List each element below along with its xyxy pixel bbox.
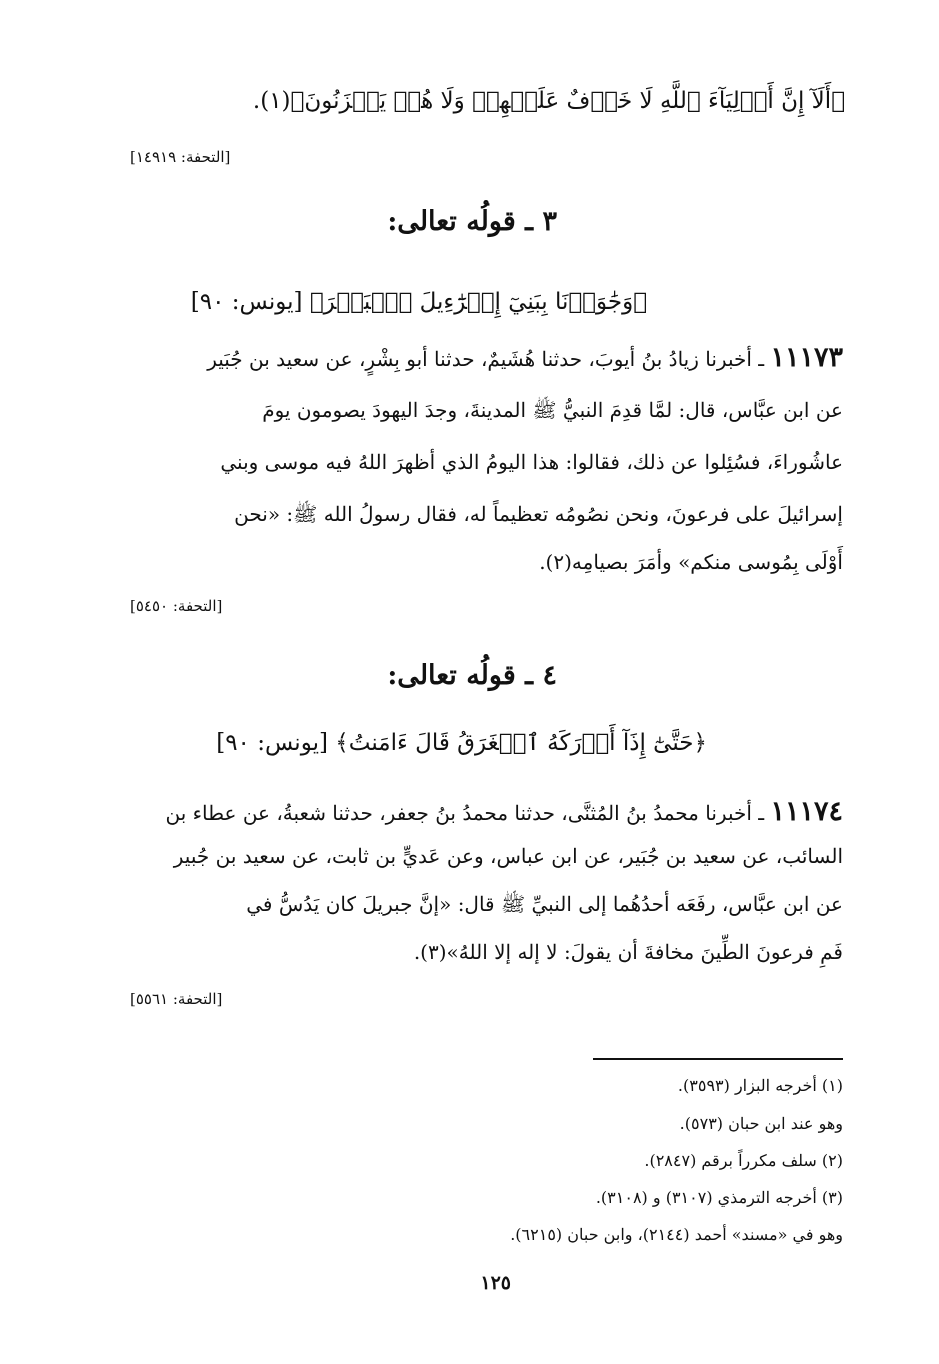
hadith-11174-line-2: السائب، عن سعيد بن جُبَير، عن ابن عباس، وعن عَديٍّ بن ثابت، عن سعيد بن جُبير	[173, 844, 843, 868]
hadith-11174	[130, 798, 843, 978]
section-4-heading: ٤ ـ قولُه تعالى:	[387, 660, 557, 691]
hadith-number: ١١١٧٣	[770, 342, 843, 373]
hadith-number: ١١١٧٤	[770, 796, 843, 827]
page-number: ١٢٥	[480, 1272, 511, 1294]
tuhfa-reference-3: [التحفة: ٥٥٦١]	[130, 990, 223, 1008]
hadith-11173-line-5: أَوْلَى بِمُوسى منكم» وأمَرَ بصيامِه(٢).	[539, 550, 843, 574]
section-4-verse: ﴿حَتَّىٰٓ إِذَآ أَدۡرَكَهُ ٱلۡغَرَقُ قَالَ ءَامَنتُ﴾ [يونس: ٩٠]	[216, 730, 707, 756]
hadith-11174-line-4: فَمِ فرعونَ الطِّينَ مخافةَ أن يقولَ: لا إله إلا اللهُ»(٣).	[413, 940, 843, 964]
hadith-11173-line-3: عاشُوراءَ، فسُئِلوا عن ذلك، فقالوا: هذا اليومُ الذي أظهرَ اللهُ فيه موسى وبني	[220, 450, 843, 474]
footnote-3: (٣) أخرجه الترمذي (٣١٠٧) و (٣١٠٨).	[595, 1188, 843, 1207]
hadith-11173-line-4: إسرائيلَ على فرعونَ، ونحن نصُومُه تعظيماً له، فقال رسولُ الله ﷺ: «نحن	[234, 502, 843, 526]
hadith-text: ـ أخبرنا محمدُ بنُ المُثنَّى، حدثنا محمدُ بنُ جعفر، حدثنا شعبةُ، عن عطاء بن	[165, 801, 765, 825]
hadith-text: ـ أخبرنا زيادُ بنُ أيوبَ، حدثنا هُشَيمٌ، حدثنا أبو بِشْرٍ، عن سعيد بن جُبَير	[207, 347, 765, 371]
hadith-11174-line-1	[165, 798, 843, 825]
footnote-1-cont: وهو عند ابن حبان (٥٧٣).	[679, 1114, 843, 1133]
footnote-separator	[593, 1058, 843, 1060]
section-3-verse: ﴿وَجَٰوَزۡنَا بِبَنِيٓ إِسۡرَٰٓءِيلَ ٱلۡبَحۡرَ﴾ [يونس: ٩٠]	[190, 289, 647, 315]
footnote-1: (١) أخرجه البزار (٣٥٩٣).	[677, 1076, 843, 1095]
tuhfa-reference-1: [التحفة: ١٤٩١٩]	[130, 148, 231, 166]
hadith-11173	[130, 344, 843, 584]
footnote-2: (٢) سلف مكرراً برقم (٢٨٤٧).	[644, 1151, 843, 1170]
section-3-heading: ٣ ـ قولُه تعالى:	[387, 206, 557, 237]
footnote-3-cont: وهو في «مسند» أحمد (٢١٤٤)، وابن حبان (٦٢١٥).	[510, 1225, 843, 1244]
hadith-11173-line-2: عن ابن عبَّاس، قال: لمَّا قدِمَ النبيُّ ﷺ المدينةَ، وجدَ اليهودَ يصومون يومَ	[262, 398, 843, 422]
hadith-11174-line-3: عن ابن عبَّاس، رفَعَه أحدُهُما إلى النبيِّ ﷺ قال: «إنَّ جبريلَ كان يَدُسُّ في	[246, 892, 843, 916]
tuhfa-reference-2: [التحفة: ٥٤٥٠]	[130, 597, 223, 615]
quran-verse-top: ﴿أَلَآ إِنَّ أَوۡلِيَآءَ ٱللَّهِ لَا خَوۡفٌ عَلَيۡهِمۡ وَلَا هُمۡ يَحۡزَنُونَ﴾(١).	[252, 88, 845, 114]
hadith-11173-line-1	[207, 344, 843, 371]
